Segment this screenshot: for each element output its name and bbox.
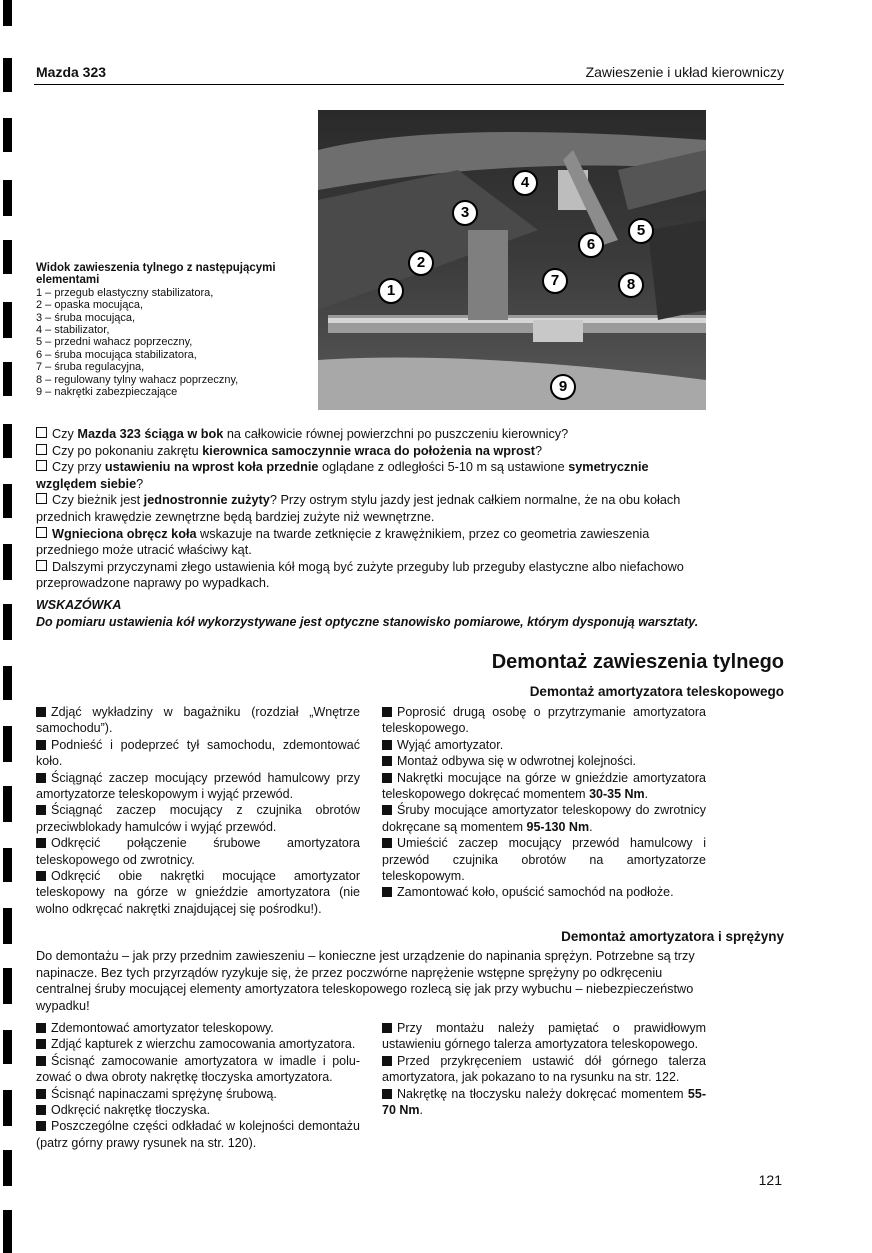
binding-bar [3,908,12,944]
right-column-1 [382,704,706,901]
step-item: Zdemontować amortyzator teleskopowy. [36,1020,360,1036]
right-column-2 [382,1020,706,1118]
marker-8: 8 [618,272,644,298]
left-column-1 [36,704,360,917]
step-item: Ścisnąć napinaczami sprężynę śrubową. [36,1086,360,1102]
bullet-icon [382,887,392,897]
tip-text: Do pomiaru ustawienia kół wykorzystywane jest optyczne stanowisko pomiarowe, którym dysponują warsztaty. [36,615,699,629]
bullet-icon [382,1089,392,1099]
step-item: Odkręcić połączenie śrubowe amortyzatora teleskopowego od zwrotnicy. [36,836,360,867]
marker-1: 1 [378,278,404,304]
binding-bar [3,666,12,700]
step-item: Nakrętki mocujące na górze w gnieździe amortyzatora teleskopowego dokręcać momentem 30-35 Nm. [382,770,706,802]
suspension-photo [318,110,706,410]
binding-bar [3,726,12,762]
step-item: Przy montażu należy pamiętać o prawidłowym ustawieniu górnego talerza amortyzatora teleskopowego. [382,1021,706,1052]
binding-bar [3,118,12,152]
bullet-icon [36,1105,46,1115]
bullet-icon [36,1023,46,1033]
checklist [36,426,706,592]
bullet-icon [36,773,46,783]
bullet-icon [382,740,392,750]
marker-7: 7 [542,268,568,294]
binding-bar [3,1090,12,1126]
binding-bar [3,544,12,580]
step-item: Zamontować koło, opuścić samochód na podłoże. [382,884,706,900]
step-item: Odkręcić obie nakrętki mocujące amortyzator teleskopowy na górze w gnieździe amortyzatora (nie wolno odkręcać nakrętki znajdującej się pośrodku!). [36,869,360,916]
checkbox-icon [36,527,47,538]
bullet-icon [382,1056,392,1066]
intro-paragraph: Do demontażu – jak przy przednim zawieszeniu – konieczne jest urządzenie do napinania sprężyn. Potrzebne są trzy napinacze. Bez tych przyrządów ryzykuje się, że przez poczwórne naprężenie wstępne sprężyny po odkręceniu centralnej śruby mocującej elementy amortyzatora teleskopowego rozlecą się jak przy wybuchu – niebezpieczeństwo wypadku! [36,949,695,1013]
marker-9: 9 [550,374,576,400]
bullet-icon [36,871,46,881]
caption-item: 3 – śruba mocująca, [36,311,136,324]
binding-bar [3,0,12,26]
step-item: Montaż odbywa się w odwrotnej kolejności. [382,753,706,769]
bullet-icon [36,838,46,848]
check-item: Wgnieciona obręcz koła wskazuje na twarde zetknięcie z krawężnikiem, przez co geometria zawieszenia przedniego może utracić właściwy kąt. [36,526,650,558]
binding-bar [3,58,12,92]
binding-bar [3,484,12,518]
check-item: Czy po pokonaniu zakrętu kierownica samoczynnie wraca do położenia na wprost? [36,443,706,460]
binding-bar [3,604,12,640]
binding-bar [3,848,12,882]
binding-bar [3,362,12,396]
marker-2: 2 [408,250,434,276]
checkbox-icon [36,444,47,455]
step-item: Śruby mocujące amortyzator teleskopowy do zwrotnicy dokręcane są momentem 95-130 Nm. [382,803,706,834]
check-item: Czy bieżnik jest jednostronnie zużyty? Przy ostrym stylu jazdy jest jednak całkiem normalne, że na obu kołach przednich krawędzie zewnętrzne będą bardziej zużyte niż wewnętrzne. [36,493,681,524]
bullet-icon [382,756,392,766]
marker-4: 4 [512,170,538,196]
bullet-icon [382,773,392,783]
step-item: Ściągnąć zaczep mocujący przewód hamulcowy przy amortyzatorze teleskopowym i wyjąć przewód. [36,770,360,802]
bullet-icon [36,1121,46,1131]
bullet-icon [382,838,392,848]
binding-bar [3,968,12,1004]
bullet-icon [36,1089,46,1099]
marker-5: 5 [628,218,654,244]
step-item: Podnieść i podeprzeć tył samochodu, zdemontować koło. [36,737,360,769]
figure-caption [36,262,316,398]
header-rule [34,84,784,85]
marker-3: 3 [452,200,478,226]
step-item: Zdjąć wykładziny w bagażniku (rozdział „Wnętrze samochodu”). [36,705,360,736]
step-item: Odkręcić nakrętkę tłoczyska. [36,1102,360,1118]
subsection-title: Demontaż amortyzatora i sprężyny [561,929,784,944]
check-item: Czy Mazda 323 ściąga w bok na całkowicie równej powierzchni po puszczeniu kierownicy? [36,426,706,443]
marker-6: 6 [578,232,604,258]
step-item: Zdjąć kapturek z wierzchu zamocowania amortyzatora. [36,1036,360,1052]
tip-box [36,597,716,631]
caption-item: 7 – śruba regulacyjna, [36,361,145,374]
checkbox-icon [36,460,47,471]
caption-item: 4 – stabilizator, [36,324,110,337]
checkbox-icon [36,560,47,571]
binding-bar [3,786,12,822]
bullet-icon [36,1039,46,1049]
binding-bar [3,180,12,216]
bullet-icon [36,707,46,717]
bullet-icon [36,740,46,750]
step-item: Umieścić zaczep mocujący przewód hamulcowy i przewód czujnika obrotów na amortyzatorze teleskopowym. [382,836,706,884]
check-item: Czy przy ustawieniu na wprost koła przednie oglądane z odległości 5-10 m są ustawione symetrycznie względem siebie? [36,460,649,491]
caption-title: Widok zawieszenia tylnego z następującymi elementami [36,262,276,287]
step-item: Poprosić drugą osobę o przytrzymanie amortyzatora teleskopowego. [382,705,706,736]
caption-item: 8 – regulowany tylny wahacz poprzeczny, [36,373,239,386]
subsection-title: Demontaż amortyzatora teleskopowego [529,684,784,699]
binding-bar [3,1030,12,1064]
step-item: Przed przykręceniem ustawić dół górnego talerza amortyzatora, jak pokazano to na rysunku na str. 122. [382,1053,706,1085]
caption-item: 2 – opaska mocująca, [36,299,144,312]
checkbox-icon [36,493,47,504]
section-title: Demontaż zawieszenia tylnego [491,651,784,673]
step-item: Ścisnąć zamocowanie amortyzatora w imadle i polu-zować o dwa obroty nakrętkę tłoczyska amortyzatora. [36,1053,360,1085]
bullet-icon [36,1056,46,1066]
step-item: Wyjąć amortyzator. [382,737,706,753]
bullet-icon [36,805,46,815]
caption-item: 1 – przegub elastyczny stabilizatora, [36,286,214,299]
check-item: Dalszymi przyczynami złego ustawienia kół mogą być zużyte przeguby lub przeguby elastyczne albo niefachowo przeprowadzone naprawy po wypadkach. [36,559,684,591]
checkbox-icon [36,427,47,438]
binding-bar [3,1150,12,1186]
step-item: Poszczególne części odkładać w kolejności demontażu (patrz górny prawy rysunek na str. 120). [36,1119,360,1150]
bullet-icon [382,805,392,815]
tip-title: WSKAZÓWKA [36,598,122,612]
bullet-icon [382,1023,392,1033]
step-item: Ściągnąć zaczep mocujący z czujnika obrotów przeciwblokady hamulców i wyjąć przewód. [36,803,360,834]
binding-bar [3,240,12,274]
caption-item: 6 – śruba mocująca stabilizatora, [36,348,197,361]
bullet-icon [382,707,392,717]
page-number: 121 [758,1172,782,1188]
step-item: Nakrętkę na tłoczysku należy dokręcać momentem 55-70 Nm. [382,1086,706,1118]
caption-item: 5 – przedni wahacz poprzeczny, [36,336,193,349]
left-column-2 [36,1020,360,1151]
running-header-right: Zawieszenie i układ kierowniczy [585,64,784,80]
binding-bar [3,424,12,458]
running-header-left: Mazda 323 [36,64,107,80]
caption-item: 9 – nakrętki zabezpieczające [36,386,178,399]
binding-bar [3,1210,12,1253]
binding-bar [3,302,12,338]
